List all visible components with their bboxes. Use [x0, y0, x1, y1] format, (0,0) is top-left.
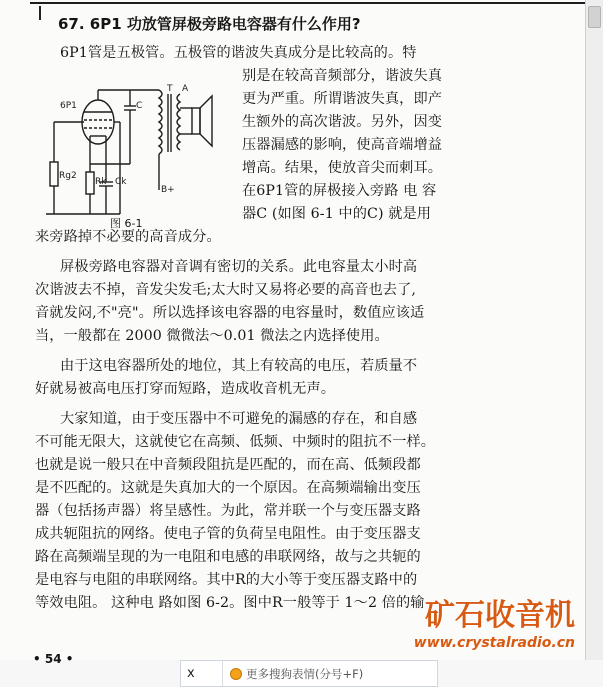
text-line-6: 增高。结果，使放音尖而刺耳。 [242, 160, 443, 176]
text-line-13: 当，一般都在 2000 微微法～0.01 微法之内选择使用。 [35, 328, 389, 344]
ime-hint-text[interactable]: 更多搜狗表情(分号+F) [246, 666, 364, 681]
vertical-scrollbar[interactable] [585, 0, 603, 660]
tube-envelope [82, 100, 114, 144]
top-rule [30, 2, 585, 4]
figure-caption: 图 6-1 [110, 217, 143, 230]
label-t: T [167, 84, 173, 94]
text-line-23: 是电容与电阻的串联网络。其中R的大小等于变压器支路中的 [35, 572, 418, 588]
watermark-url: www.crystalradio.cn [413, 635, 575, 651]
text-line-10: 屏极旁路电容器对音调有密切的关系。此电容量太小时高 [60, 259, 418, 275]
scrollbar-thumb[interactable] [588, 6, 601, 28]
page-number: • 54 • [33, 652, 74, 666]
text-line-5: 压器漏感的影响，使高音端增益 [242, 137, 443, 153]
text-line-17: 不可能无限大，这就使它在高频、低频、中频时的阻抗不一样。 [35, 434, 436, 450]
label-6p1: 6P1 [60, 101, 77, 111]
text-line-22: 路在高频端呈现的为一电阻和电感的串联网络，故与之共轭的 [35, 549, 421, 565]
label-rk: Rk [95, 177, 107, 187]
label-a: A [182, 84, 189, 94]
text-line-21: 成共轭阻抗的网络。使电子管的负荷呈电阻性。由于变压器支 [35, 526, 421, 542]
corner-mark [39, 6, 41, 20]
text-line-15: 好就易被高电压打穿而短路，造成收音机无声。 [35, 381, 336, 397]
text-line-18: 也就是说一般只在中音频段阻抗是匹配的，而在高、低频段都 [35, 457, 421, 473]
text-line-20: 器（包括扬声器）将呈感性。为此，常并联一个与变压器支路 [35, 503, 421, 519]
text-line-24: 等效电阻。 这种电 路如图 6-2。图中R一般等于 1～2 倍的输 [35, 595, 425, 611]
label-ck: Ck [115, 177, 127, 187]
text-line-12: 音就发闷,不"亮"。所以选择该电容器的电容量时，数值应该适 [35, 305, 425, 321]
label-c: C [136, 101, 143, 111]
label-rg2: Rg2 [59, 171, 77, 181]
text-line-3: 更为严重。所谓谐波失真，即产 [242, 91, 443, 107]
text-line-1: 6P1管是五极管。五极管的谐波失真成分是比较高的。特 [60, 45, 417, 61]
circuit-diagram-6-1 [44, 82, 222, 234]
text-line-14: 由于这电容器所处的地位，其上有较高的电压，若质量不 [60, 358, 418, 374]
text-line-11: 次谐波去不掉，音发尖发毛;太大时又易将必要的高音也去了, [35, 282, 416, 298]
label-b-plus: B+ [161, 185, 175, 195]
text-line-8: 器C (如图 6-1 中的C) 就是用 [242, 206, 432, 222]
text-line-2: 别是在较高音频部分，谐波失真 [242, 68, 443, 84]
ime-input-text[interactable]: x [181, 661, 223, 686]
ime-candidate-bar[interactable] [180, 660, 438, 687]
sogou-emoji-icon[interactable] [230, 668, 242, 680]
watermark-title: 矿石收音机 [425, 598, 575, 633]
text-line-16: 大家知道，由于变压器中不可避免的漏感的存在，和自感 [60, 411, 418, 427]
watermark-logo [365, 598, 575, 652]
question-heading: 67. 6P1 功放管屏极旁路电容器有什么作用? [58, 15, 361, 33]
text-line-7: 在6P1管的屏极接入旁路 电 容 [242, 183, 437, 199]
text-line-4: 生额外的高次谐波。另外，因变 [242, 114, 443, 130]
text-line-19: 是不匹配的。这就是失真加大的一个原因。在高频端输出变压 [35, 480, 421, 496]
text-line-9: 来旁路掉不必要的高音成分。 [35, 229, 221, 245]
